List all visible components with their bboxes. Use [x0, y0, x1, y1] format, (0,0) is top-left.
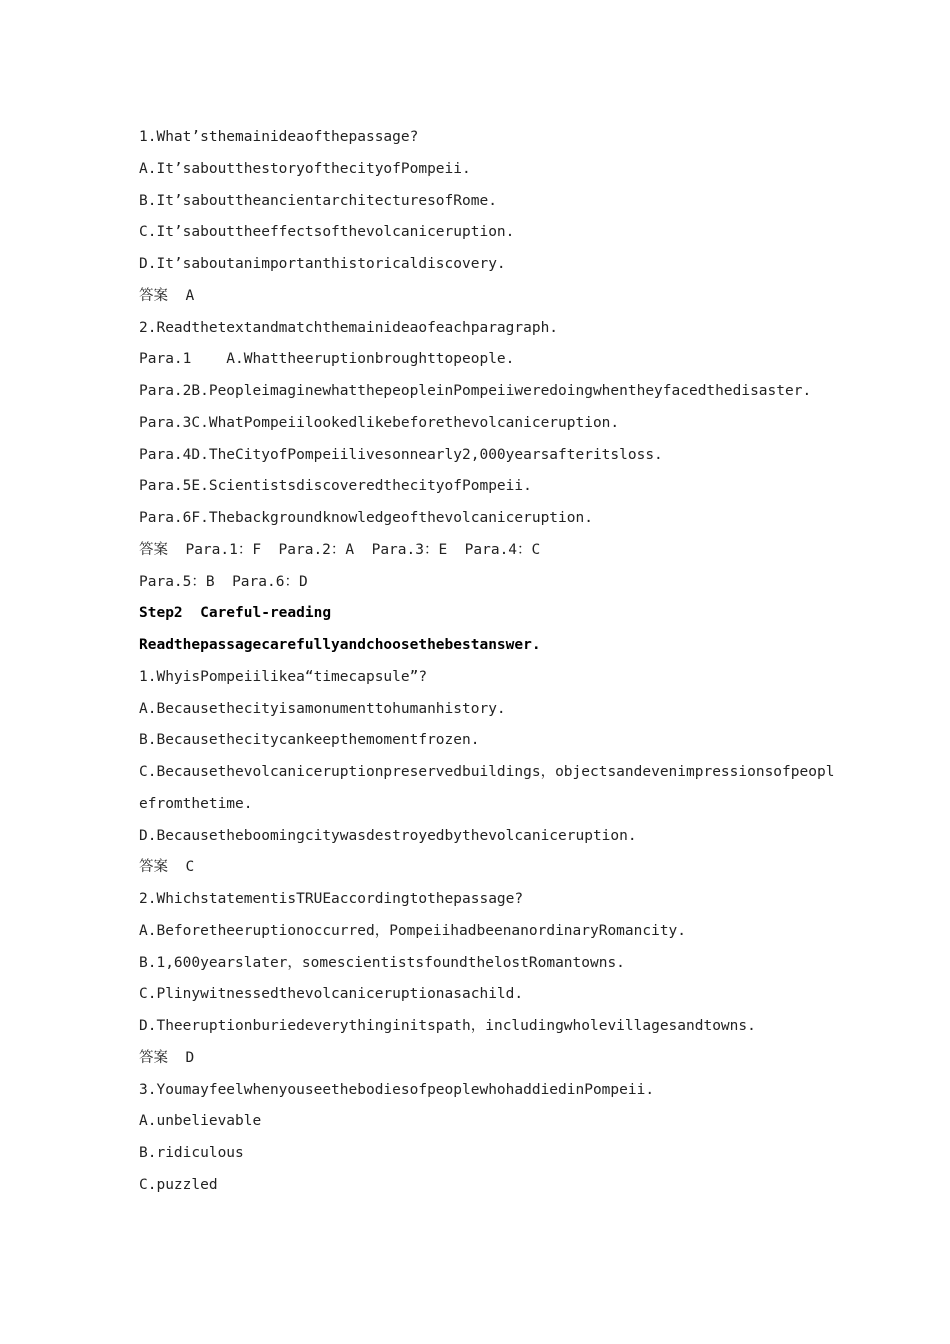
careful-q1-answer: 答案 C: [139, 859, 195, 876]
careful-q1-option-a: A.Becausethecityisamonumenttohumanhistory.: [139, 700, 506, 717]
section-heading-step2: Step2 Careful-reading: [139, 605, 332, 622]
match-para-1: Para.1 A.Whattheeruptionbroughttopeople.: [139, 351, 515, 368]
careful-q2-option-b: B.1,600yearslater，somescientistsfoundthelostRomantowns.: [139, 954, 625, 971]
question-1-option-c: C.It’sabouttheeffectsofthevolcaniceruption.: [139, 224, 515, 241]
question-2-answer-cont: Para.5：B Para.6：D: [139, 573, 308, 590]
careful-q2-option-a: A.Beforetheeruptionoccurred，PompeiihadbeenanordinaryRomancity.: [139, 922, 687, 939]
careful-q3-stem: 3.YoumayfeelwhenyouseethebodiesofpeoplewhohaddiedinPompeii.: [139, 1081, 655, 1098]
careful-q1-option-d: D.Becausetheboomingcitywasdestroyedbythevolcaniceruption.: [139, 827, 637, 844]
match-para-2: Para.2B.PeopleimaginewhatthepeopleinPompeiiweredoingwhentheyfacedthedisaster.: [139, 383, 812, 399]
document-body: [139, 122, 835, 1202]
careful-q3-option-b: B.ridiculous: [139, 1145, 244, 1161]
careful-q1-stem: 1.WhyisPompeiilikea“timecapsule”?: [139, 668, 428, 685]
question-1-answer: 答案 A: [139, 287, 195, 304]
careful-q1-option-b: B.Becausethecitycankeepthemomentfrozen.: [139, 732, 480, 749]
careful-q1-option-c-cont: efromthetime.: [139, 795, 253, 812]
careful-q2-option-d: D.Theeruptionburiedeverythinginitspath，includingwholevillagesandtowns.: [139, 1018, 756, 1034]
careful-q3-option-c: C.puzzled: [139, 1176, 218, 1193]
match-para-5: Para.5E.ScientistsdiscoveredthecityofPompeii.: [139, 478, 532, 495]
careful-q2-option-c: C.Plinywitnessedthevolcaniceruptionasachild.: [139, 986, 524, 1003]
careful-q2-answer: 答案 D: [139, 1049, 195, 1066]
question-1-option-a: A.It’saboutthestoryofthecityofPompeii.: [139, 160, 471, 177]
careful-q2-stem: 2.WhichstatementisTRUEaccordingtothepassage?: [139, 891, 524, 907]
careful-q3-option-a: A.unbelievable: [139, 1113, 262, 1130]
match-para-3: Para.3C.WhatPompeiilookedlikebeforethevolcaniceruption.: [139, 414, 620, 431]
question-1-option-d: D.It’saboutanimportanthistoricaldiscovery.: [139, 256, 506, 272]
match-para-6: Para.6F.Thebackgroundknowledgeofthevolcaniceruption.: [139, 510, 593, 526]
question-1-option-b: B.It’sabouttheancientarchitecturesofRome.: [139, 192, 497, 209]
question-2-answer: 答案 Para.1：F Para.2：A Para.3：E Para.4：C: [139, 541, 541, 558]
question-2-stem: 2.Readthetextandmatchthemainideaofeachparagraph.: [139, 319, 559, 336]
match-para-4: Para.4D.TheCityofPompeiilivesonnearly2,000yearsafteritsloss.: [139, 446, 663, 463]
question-1-stem: 1.What’sthemainideaofthepassage?: [139, 129, 419, 145]
section-instruction: Readthepassagecarefullyandchoosethebestanswer.: [139, 637, 541, 653]
careful-q1-option-c: C.Becausethevolcaniceruptionpreservedbuildings，objectsandevenimpressionsofpeopl: [139, 764, 835, 780]
